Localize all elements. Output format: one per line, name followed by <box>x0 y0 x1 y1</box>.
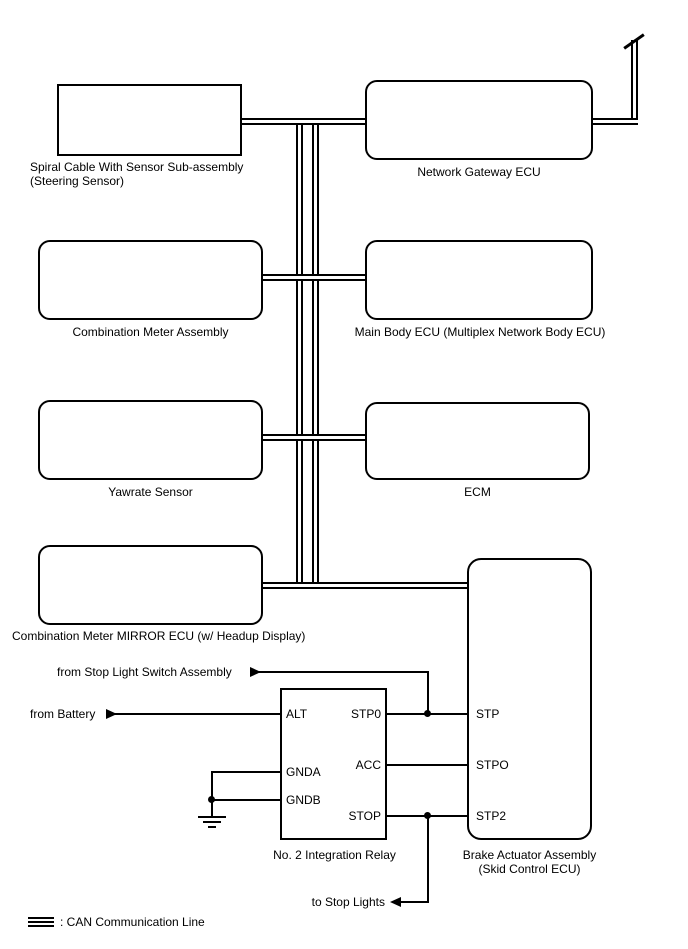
can-bus-vertical-left <box>296 118 303 589</box>
stop-lights-wire-v <box>427 815 429 902</box>
wire-stp0-to-stp <box>387 713 467 715</box>
relay-pin-stp0: STP0 <box>350 707 381 721</box>
node-mirror-ecu <box>38 545 263 625</box>
integration-relay-label: No. 2 Integration Relay <box>273 848 396 862</box>
can-line-legend-text: : CAN Communication Line <box>60 915 205 929</box>
can-bus-top-right-riser <box>631 40 638 125</box>
ground-line-3 <box>208 826 216 828</box>
to-stop-lights-text: to Stop Lights <box>311 895 385 909</box>
network-gateway-label: Network Gateway ECU <box>417 165 541 179</box>
from-stop-light-switch-text: from Stop Light Switch Assembly <box>57 665 232 679</box>
node-brake-actuator <box>467 558 592 840</box>
node-spiral-cable <box>57 84 242 156</box>
gnda-wire <box>212 771 280 773</box>
yawrate-sensor-label: Yawrate Sensor <box>108 485 193 499</box>
relay-pin-acc: ACC <box>355 758 381 772</box>
ground-line-2 <box>203 821 221 823</box>
node-network-gateway-ecu <box>365 80 593 160</box>
from-battery-text: from Battery <box>30 707 96 721</box>
node-ecm <box>365 402 590 480</box>
relay-pin-gndb: GNDB <box>286 793 321 807</box>
legend-line-3 <box>28 925 54 927</box>
combination-meter-label: Combination Meter Assembly <box>72 325 229 339</box>
spiral-cable-label-line2: (Steering Sensor) <box>30 174 125 188</box>
wire-acc-to-stpo <box>387 764 467 766</box>
main-body-ecu-label: Main Body ECU (Multiplex Network Body ECU) <box>354 325 606 339</box>
relay-pin-gnda: GNDA <box>286 765 321 779</box>
node-combination-meter <box>38 240 263 320</box>
stop-lights-wire-h <box>399 901 429 903</box>
junction-gndb <box>208 796 215 803</box>
can-branch-row1 <box>242 118 365 125</box>
can-branch-row3 <box>263 434 365 441</box>
mirror-ecu-label: Combination Meter MIRROR ECU (w/ Headup Display) <box>12 629 306 643</box>
brake-pin-stp: STP <box>476 707 500 721</box>
legend-line-1 <box>28 917 54 919</box>
brake-pin-stp2: STP2 <box>476 809 507 823</box>
can-branch-row2 <box>263 274 365 281</box>
brake-pin-stpo: STPO <box>476 758 509 772</box>
relay-pin-alt: ALT <box>286 707 308 721</box>
legend-line-2 <box>28 921 54 923</box>
stop-lights-arrow <box>390 897 401 907</box>
gndb-wire <box>212 799 280 801</box>
stop-light-switch-wire-v <box>427 671 429 715</box>
can-branch-gateway-to-corner <box>593 118 638 125</box>
ground-line-1 <box>198 816 226 818</box>
brake-actuator-label-line1: Brake Actuator Assembly <box>462 848 597 862</box>
ecm-label: ECM <box>464 485 491 499</box>
spiral-cable-label-line1: Spiral Cable With Sensor Sub-assembly <box>30 160 244 174</box>
brake-actuator-label-line2: (Skid Control ECU) <box>478 862 581 876</box>
spiral-cable-label <box>30 160 243 188</box>
battery-wire <box>114 713 280 715</box>
stop-light-switch-wire-h <box>258 671 428 673</box>
node-yawrate-sensor <box>38 400 263 480</box>
relay-pin-stop: STOP <box>348 809 381 823</box>
node-main-body-ecu <box>365 240 593 320</box>
can-branch-row4 <box>263 582 467 589</box>
ground-wire-v <box>211 771 213 816</box>
brake-actuator-label <box>452 848 607 876</box>
can-bus-vertical-right <box>312 118 319 589</box>
